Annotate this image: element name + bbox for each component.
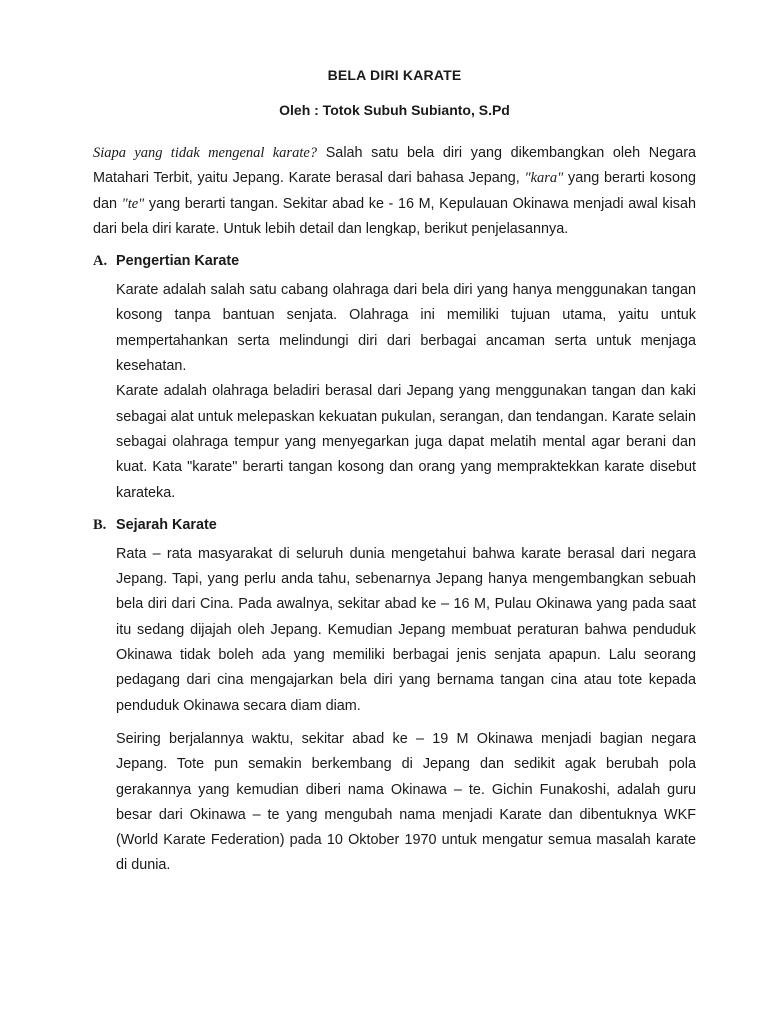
intro-paragraph — [93, 141, 696, 242]
intro-term-kara: "kara" — [524, 170, 564, 187]
section-b-paragraph-2: Seiring berjalannya waktu, sekitar abad ke – 19 M Okinawa menjadi bagian negara Jepang. Tote pun semakin berkembang di Jepang dan sedikit agak berubah pola gerakannya yang kemudian diberi nama Okinawa – te. Gichin Funakoshi, adalah guru besar dari Okinawa – te yang mengubah nama menjadi Karate dan dibentuknya WKF (World Karate Federation) pada 10 Oktober 1970 untuk mengatur semua masalah karate di dunia. — [116, 730, 696, 874]
section-a-heading — [93, 250, 696, 272]
section-b-heading — [93, 514, 696, 536]
intro-text-2: yang berarti kosong dan — [93, 170, 696, 212]
section-a-body — [93, 278, 696, 506]
document-title: BELA DIRI KARATE — [327, 67, 462, 83]
intro-text-3: yang berarti tangan. Sekitar abad ke - 16 M, Kepulauan Okinawa menjadi awal kisah dari bela diri karate. Untuk lebih detail dan lengkap, berikut penjelasannya. — [93, 195, 696, 237]
section-b-letter: B. — [93, 516, 107, 533]
section-a-paragraph-2: Karate adalah olahraga beladiri berasal dari Jepang yang menggunakan tangan dan kaki sebagai alat untuk melepaskan kekuatan pukulan, serangan, dan tendangan. Karate selain sebagai olahraga tempur yang menyegarkan juga dapat melatih mental agar berani dan kuat. Kata "karate" berarti tangan kosong dan orang yang mempraktekkan karate disebut karateka. — [116, 383, 696, 501]
document-author: Oleh : Totok Subuh Subianto, S.Pd — [279, 102, 510, 118]
intro-text-1: Salah satu bela diri yang dikembangkan oleh Negara Matahari Terbit, yaitu Jepang. Karate berasal dari bahasa Jepang, — [93, 145, 696, 187]
section-b-title: Sejarah Karate — [116, 516, 217, 533]
intro-lead-question: Siapa yang tidak mengenal karate? — [93, 145, 318, 161]
section-b-body — [93, 542, 696, 879]
intro-term-te: "te" — [121, 195, 145, 212]
section-a-paragraph-1: Karate adalah salah satu cabang olahraga dari bela diri yang hanya menggunakan tangan kosong tanpa bantuan senjata. Olahraga ini memiliki tujuan utama, yaitu untuk mempertahankan serta melindungi diri dari berbagai ancaman serta untuk menjaga kesehatan. — [116, 282, 696, 375]
section-b-paragraph-1: Rata – rata masyarakat di seluruh dunia mengetahui bahwa karate berasal dari negara Jepang. Tapi, yang perlu anda tahu, sebenarnya Jepang hanya mengembangkan sebuah bela diri dari Cina. Pada awalnya, sekitar abad ke – 16 M, Pulau Okinawa yang pada saat itu sedang dijajah oleh Jepang. Kemudian Jepang membuat peraturan bahwa penduduk Okinawa tidak boleh ada yang memiliki berbagai jenis senjata apapun. Lalu seorang pedagang dari cina mengajarkan bela diri yang bernama tangan cina atau tote kepada penduduk Okinawa secara diam diam. — [116, 545, 696, 714]
section-a-title: Pengertian Karate — [116, 253, 240, 270]
section-a-letter: A. — [93, 253, 108, 270]
